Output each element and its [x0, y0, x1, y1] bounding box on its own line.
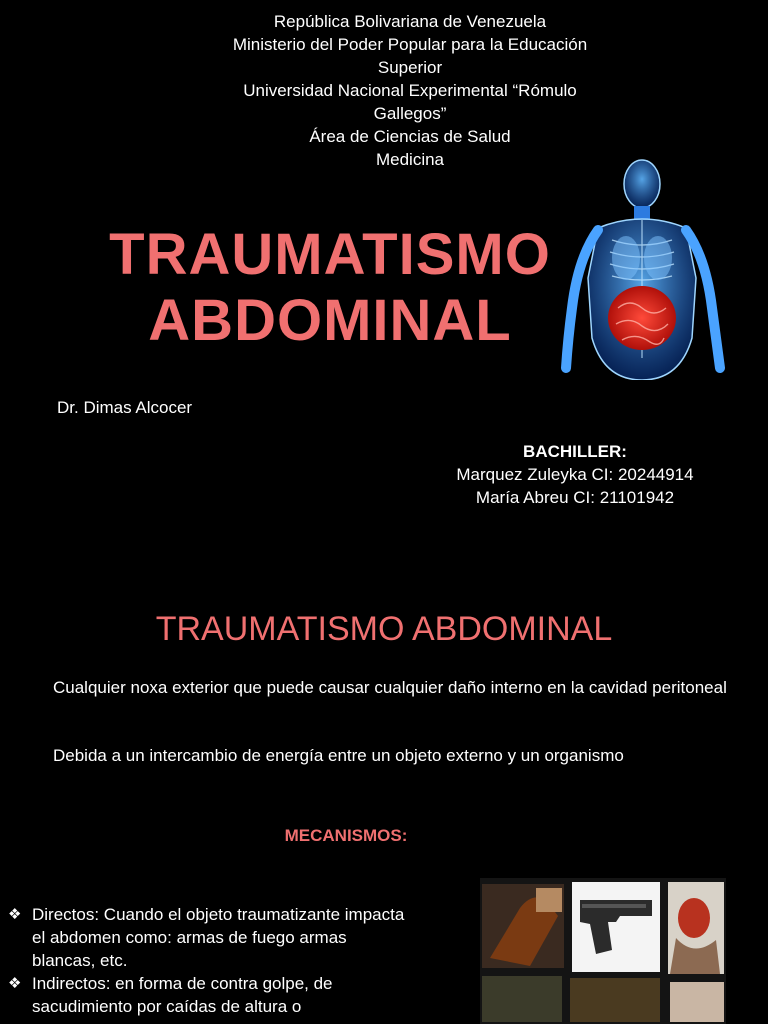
- header-line: Gallegos”: [373, 104, 447, 123]
- mechanisms-heading: MECANISMOS:: [284, 826, 408, 845]
- header-line: Universidad Nacional Experimental “Rómulo: [243, 81, 577, 100]
- list-item: [8, 972, 408, 1018]
- pistol-photo: [572, 882, 660, 972]
- header-line: República Bolivariana de Venezuela: [273, 12, 547, 31]
- anatomy-illustration: [560, 158, 730, 380]
- list-item-text: Directos: Cuando el objeto traumatizante impacta el abdomen como: armas de fuego armas blancas, etc.: [32, 905, 405, 970]
- header-line: Ministerio del Poder Popular para la Educación: [232, 35, 588, 54]
- students-block: [420, 440, 730, 509]
- injury-photo: [668, 882, 724, 974]
- institution-header: [200, 10, 620, 171]
- student-name: María Abreu CI: 21101942: [475, 488, 675, 507]
- mechanisms-list: [8, 903, 408, 1018]
- diamond-bullet-icon: ❖: [8, 975, 22, 992]
- list-item-text: Indirectos: en forma de contra golpe, de sacudimiento por caídas de altura o: [32, 974, 333, 1016]
- students-label: BACHILLER:: [523, 442, 627, 461]
- slide-title: [60, 222, 600, 354]
- bottle-photo: [482, 884, 564, 968]
- title-line-1: TRAUMATISMO: [109, 222, 551, 287]
- header-line: Superior: [377, 58, 443, 77]
- header-line: Área de Ciencias de Salud: [309, 127, 511, 146]
- slide-title: TRAUMATISMO ABDOMINAL: [155, 610, 613, 648]
- content-slide: [0, 560, 768, 1024]
- doctor-name: Dr. Dimas Alcocer: [57, 398, 193, 417]
- student-name: Marquez Zuleyka CI: 20244914: [456, 465, 694, 484]
- energy-paragraph: Debida a un intercambio de energía entre un objeto externo y un organismo: [53, 746, 624, 765]
- diamond-bullet-icon: ❖: [8, 906, 22, 923]
- header-line: Medicina: [375, 150, 445, 169]
- mechanisms-image-collage: [480, 878, 726, 1024]
- definition-paragraph: Cualquier noxa exterior que puede causar cualquier daño interno en la cavidad peritoneal: [53, 678, 727, 697]
- title-line-2: ABDOMINAL: [148, 288, 512, 353]
- list-item: [8, 903, 408, 972]
